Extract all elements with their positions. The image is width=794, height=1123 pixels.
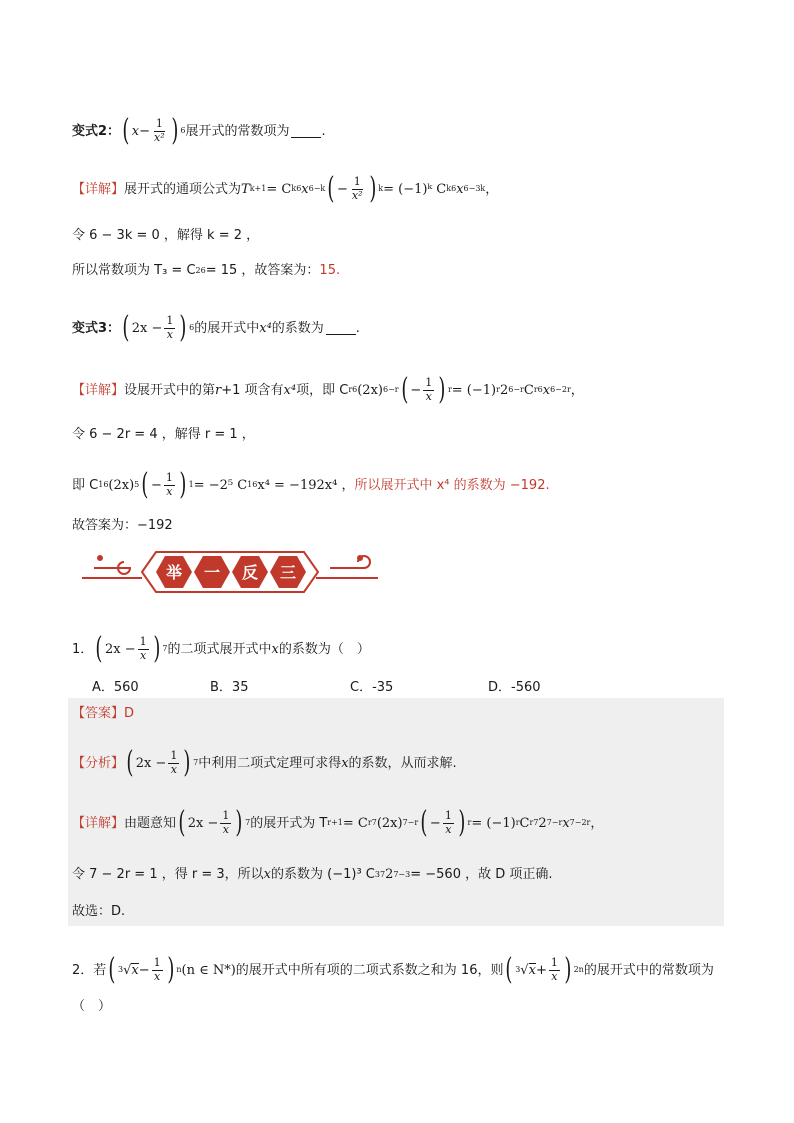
detail2-line2: 令 6 − 3k = 0 ，解得 k = 2 ， [72,228,260,243]
fraction: $\frac{1}{x}$ [170,749,178,776]
radical-sign: √ [520,962,529,978]
detail2-line1: 【详解】 展开式的通项公式为 T k+1 = C k 6 x 6−k ( − $\frac{1}{\text{x²}}$ ) k = (−1)ᵏ C k 6 x 6−3k ， [72,171,499,206]
question-2-line2: （ ） [72,999,112,1014]
detail-tag: 【详解】 [72,815,125,831]
answer-blank [291,125,321,138]
detail2-line3: 所以常数项为 T₃ = C 2 6 = 15 ，故答案为： 15. [72,263,341,278]
left-swirl-decoration [82,556,142,578]
fraction: $\frac{1}{\text{x²}}$ [154,117,165,144]
answer-line: 【答案】 D [72,706,135,721]
answer-tag: 【答案】 [72,706,125,721]
banner-char: 三 [279,563,297,582]
choice-d[interactable]: D．-560 [488,680,541,695]
question-2: 2．若 ( 3 √ x − $\frac{1}{x}$ ) n (n ∈ N*) 的展开式中所有项的二项式系数之和为 16，则 ( 3 √ x + $\frac{1}{x}$ ) 2n 的展开式中的常数项为 [72,952,714,987]
analysis-line: 【分析】 ( 2x − $\frac{1}{x}$ ) 7 中利用二项式定理可求得 x 的系数，从而求解. [72,745,457,780]
fraction: $\frac{1}{x}$ [165,471,173,498]
variant3-question: 变式3： ( 2x − $\frac{1}{x}$ ) 6 的展开式中 x⁴ 的系数为 . [72,310,360,345]
question-number: 1． [72,641,94,657]
section-banner [80,548,380,596]
variant-label: 变式2： [72,123,121,139]
detail3-line3: 即 C 1 6 (2x) 5 ( − $\frac{1}{x}$ ) 1 = −2⁵ C 1 6 x⁴ = −192x⁴ ， 所以展开式中 x⁴ 的系数为 −192. [72,467,550,502]
detail-q1-line2: 令 7 − 2r = 1 ，得 r = 3，所以 x 的系数为 (−1)³ C 3 7 2 7−3 = −560 ，故 D 项正确. [72,867,553,882]
fraction: $\frac{1}{x}$ [222,809,230,836]
detail-tag: 【详解】 [72,181,125,197]
fraction: $\frac{1}{x}$ [139,635,147,662]
question-1: 1． ( 2x − $\frac{1}{x}$ ) 7 的二项式展开式中 x 的系数为（ ） [72,631,370,666]
radical-sign: √ [123,962,132,978]
banner-char: 反 [241,563,259,582]
question-number: 2．若 [72,962,107,978]
answer-blank [326,322,356,335]
right-swirl-decoration [316,556,378,578]
banner-char: 一 [203,563,221,582]
choice-a[interactable]: A．560 [92,680,139,695]
variant-label: 变式3： [72,320,121,336]
variant2-question: 变式2： ( x − $\frac{1}{\text{x²}}$ ) 6 展开式的常数项为 . [72,113,326,148]
fraction: $\frac{1}{x}$ [444,809,452,836]
fraction: $\frac{1}{x}$ [425,376,433,403]
detail-q1-line1: 【详解】 由题意知 ( 2x − $\frac{1}{x}$ ) 7 的展开式为 T r+1 = C r 7 (2x) 7−r ( − $\frac{1}{x}$ ) r = (−1) r C r 7 2 7−r x 7−2r ， [72,805,604,840]
choice-b[interactable]: B．35 [210,680,249,695]
detail-tag: 【详解】 [72,382,125,398]
fraction: $\frac{1}{x}$ [153,956,161,983]
detail3-line4: 故答案为：−192 [72,518,173,533]
detail3-line2: 令 6 − 2r = 4 ，解得 r = 1 ， [72,427,255,442]
analysis-tag: 【分析】 [72,755,125,771]
detail3-line1: 【详解】 设展开式中的第 r +1 项含有 x⁴ 项，即 C r 6 (2x) 6−r ( − $\frac{1}{x}$ ) r = (−1) r 2 6−r C r 6 x 6−2r ， [72,372,584,407]
fraction: $\frac{1}{x}$ [550,956,558,983]
choice-c[interactable]: C．-35 [350,680,394,695]
detail-q1-final: 故选：D. [72,904,126,919]
banner-char: 举 [165,563,183,582]
fraction: $\frac{1}{x}$ [166,314,174,341]
fraction: $\frac{1}{\text{x²}}$ [351,175,363,202]
